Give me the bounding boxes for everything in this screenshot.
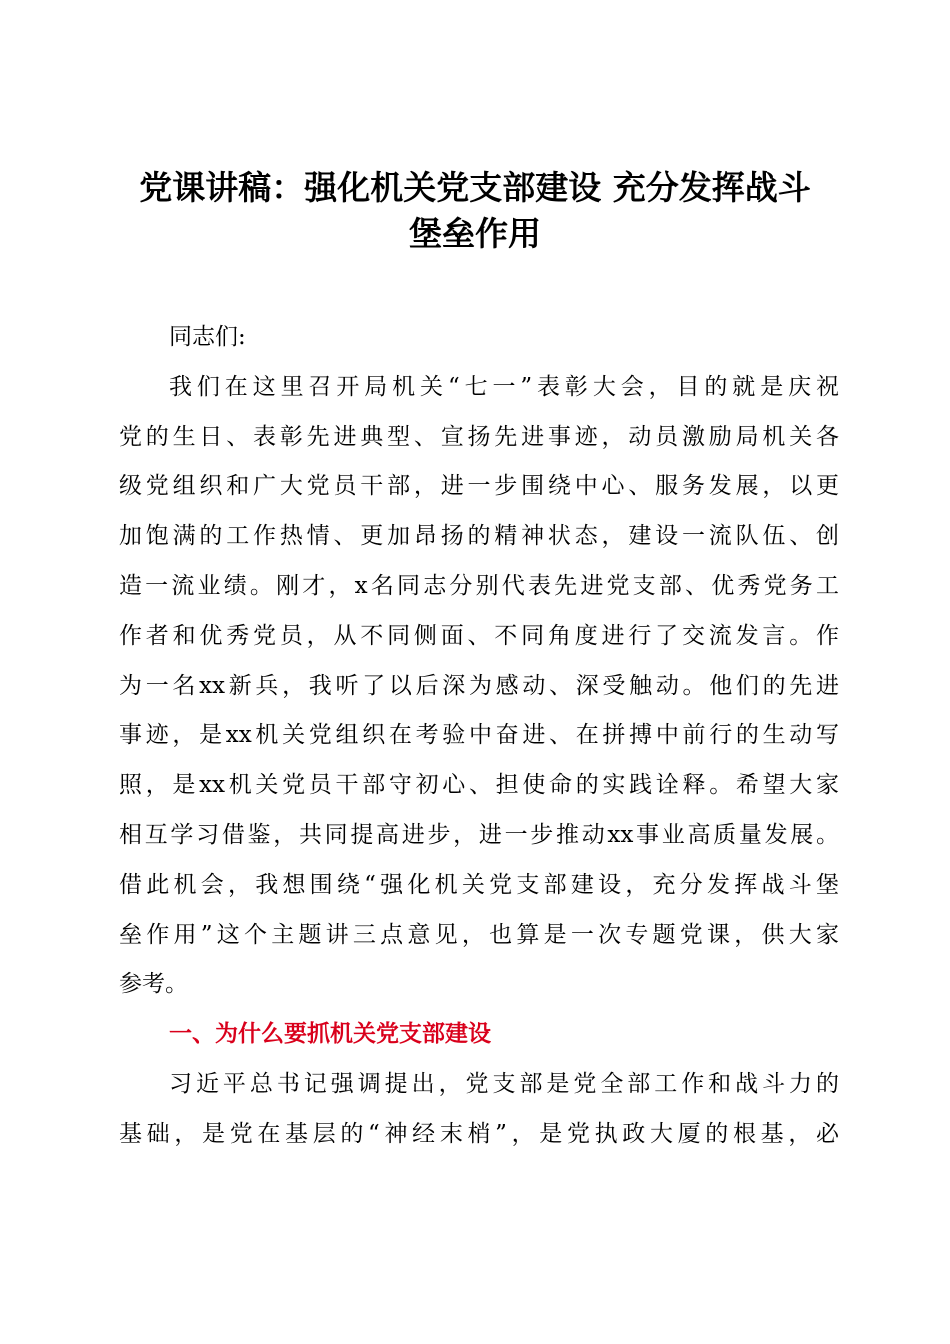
salutation: 同志们:	[169, 324, 246, 350]
paragraph-line: 党的生日、表彰先进典型、宣扬先进事迹，动员激励局机关各	[119, 423, 839, 450]
paragraph-line: 借此机会，我想围绕“强化机关党支部建设，充分发挥战斗堡	[119, 871, 839, 898]
paragraph-1	[119, 363, 839, 1010]
paragraph-line: 事迹，是xx机关党组织在考验中奋进、在拼搏中前行的生动写	[119, 722, 839, 749]
paragraph-line: 作者和优秀党员，从不同侧面、不同角度进行了交流发言。作	[119, 622, 839, 649]
document-body	[119, 313, 839, 1160]
paragraph-line: 级党组织和广大党员干部，进一步围绕中心、服务发展，以更	[119, 473, 839, 500]
paragraph-line: 习近平总书记强调提出，党支部是党全部工作和战斗力的	[169, 1070, 839, 1097]
paragraph-line: 造一流业绩。刚才，x名同志分别代表先进党支部、优秀党务工	[119, 572, 839, 599]
paragraph-line: 加饱满的工作热情、更加昂扬的精神状态，建设一流队伍、创	[119, 523, 839, 550]
title-line-2: 堡垒作用	[409, 214, 541, 253]
paragraph-2	[119, 1060, 839, 1160]
paragraph-line: 参考。	[119, 971, 188, 998]
paragraph-line: 垒作用”这个主题讲三点意见，也算是一次专题党课，供大家	[119, 921, 839, 948]
paragraph-line: 照，是xx机关党员干部守初心、担使命的实践诠释。希望大家	[119, 772, 839, 799]
document-title	[100, 165, 850, 257]
paragraph-line: 相互学习借鉴，共同提高进步，进一步推动xx事业高质量发展。	[119, 821, 839, 848]
title-line-1: 党课讲稿：强化机关党支部建设 充分发挥战斗	[139, 168, 811, 207]
section-heading: 一、为什么要抓机关党支部建设	[169, 1021, 491, 1048]
paragraph-line: 为一名xx新兵，我听了以后深为感动、深受触动。他们的先进	[119, 672, 839, 699]
paragraph-line: 基础，是党在基层的“神经末梢”，是党执政大厦的根基，必	[119, 1120, 839, 1147]
paragraph-line: 我们在这里召开局机关“七一”表彰大会，目的就是庆祝	[169, 373, 839, 400]
